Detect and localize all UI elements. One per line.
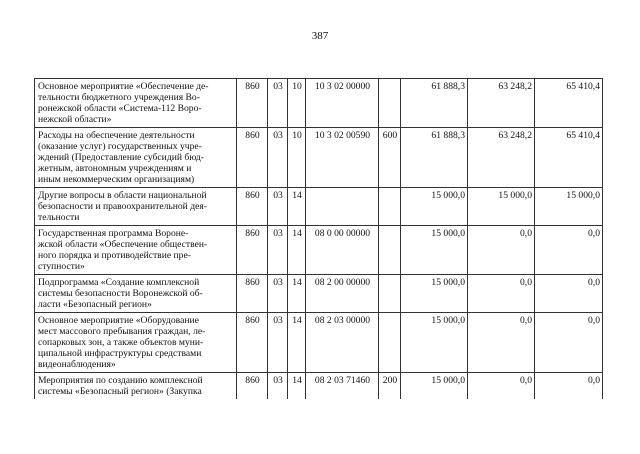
- description-line: Мероприятия по созданию комплексной: [38, 375, 203, 386]
- description-line: жетным, автономным учреждениям и: [38, 163, 192, 174]
- section-code-cell: 03: [268, 373, 288, 400]
- subsection-code-cell: 14: [288, 373, 306, 400]
- row-description: [35, 79, 237, 128]
- section-code-cell: 03: [268, 79, 288, 128]
- amount-year-1-cell: 15 000,0: [401, 275, 468, 313]
- subsection-code-cell: 14: [288, 313, 306, 373]
- description-line: видеонаблюдения»: [38, 359, 116, 370]
- expense-type-cell: 200: [379, 373, 401, 400]
- description-line: сопарковых зон, а также объектов муни-: [38, 337, 204, 348]
- table-row: [35, 128, 603, 188]
- expense-type-cell: [379, 226, 401, 275]
- description-line: ципальной инфраструктуры средствами: [38, 348, 202, 359]
- row-description: [35, 313, 237, 373]
- description-line: Подпрограмма «Создание комплексной: [38, 277, 200, 288]
- ministry-code-cell: 860: [237, 128, 268, 188]
- section-code-cell: 03: [268, 275, 288, 313]
- target-article-cell: 08 0 00 00000: [306, 226, 379, 275]
- section-code-cell: 03: [268, 313, 288, 373]
- description-line: мест массового пребывания граждан, ле-: [38, 326, 206, 337]
- description-line: Основное мероприятие «Оборудование: [38, 315, 199, 326]
- ministry-code-cell: 860: [237, 313, 268, 373]
- description-line: системы безопасности Воронежской об-: [38, 288, 203, 299]
- table-row: [35, 188, 603, 226]
- amount-year-1-cell: 15 000,0: [401, 373, 468, 400]
- description-line: Государственная программа Вороне-: [38, 228, 189, 239]
- table-row: [35, 313, 603, 373]
- ministry-code-cell: 860: [237, 275, 268, 313]
- amount-year-3-cell: 15 000,0: [535, 188, 603, 226]
- row-description: [35, 275, 237, 313]
- amount-year-3-cell: 0,0: [535, 226, 603, 275]
- amount-year-2-cell: 0,0: [468, 313, 535, 373]
- section-code-cell: 03: [268, 226, 288, 275]
- description-line: Расходы на обеспечение деятельности: [38, 130, 195, 141]
- budget-table: [34, 78, 603, 399]
- subsection-code-cell: 14: [288, 188, 306, 226]
- description-line: (оказание услуг) государственных учре-: [38, 141, 202, 152]
- amount-year-1-cell: 15 000,0: [401, 226, 468, 275]
- table-body: [35, 79, 603, 400]
- section-code-cell: 03: [268, 128, 288, 188]
- subsection-code-cell: 10: [288, 79, 306, 128]
- expense-type-cell: [379, 188, 401, 226]
- amount-year-2-cell: 15 000,0: [468, 188, 535, 226]
- row-description: [35, 128, 237, 188]
- ministry-code-cell: 860: [237, 373, 268, 400]
- target-article-cell: 08 2 03 00000: [306, 313, 379, 373]
- subsection-code-cell: 10: [288, 128, 306, 188]
- amount-year-2-cell: 0,0: [468, 226, 535, 275]
- target-article-cell: [306, 188, 379, 226]
- table-row: [35, 373, 603, 400]
- description-line: Основное мероприятие «Обеспечение де-: [38, 81, 209, 92]
- table-row: [35, 79, 603, 128]
- description-line: безопасности и правоохранительной дея-: [38, 201, 207, 212]
- description-line: системы «Безопасный регион» (Закупка: [38, 386, 202, 397]
- page-number: 387: [311, 30, 329, 42]
- expense-type-cell: 600: [379, 128, 401, 188]
- subsection-code-cell: 14: [288, 275, 306, 313]
- description-line: ного порядка и противодействие пре-: [38, 250, 191, 261]
- description-line: ждений (Предоставление субсидий бюд-: [38, 152, 204, 163]
- description-line: нежской области»: [38, 114, 112, 125]
- amount-year-3-cell: 0,0: [535, 275, 603, 313]
- target-article-cell: 08 2 03 71460: [306, 373, 379, 400]
- subsection-code-cell: 14: [288, 226, 306, 275]
- row-description: [35, 373, 237, 400]
- amount-year-3-cell: 65 410,4: [535, 79, 603, 128]
- amount-year-1-cell: 61 888,3: [401, 128, 468, 188]
- amount-year-2-cell: 0,0: [468, 373, 535, 400]
- description-line: ласти «Безопасный регион»: [38, 299, 152, 310]
- amount-year-1-cell: 61 888,3: [401, 79, 468, 128]
- amount-year-2-cell: 0,0: [468, 275, 535, 313]
- ministry-code-cell: 860: [237, 188, 268, 226]
- amount-year-3-cell: 0,0: [535, 373, 603, 400]
- ministry-code-cell: 860: [237, 79, 268, 128]
- target-article-cell: 08 2 00 00000: [306, 275, 379, 313]
- description-line: тельности: [38, 212, 80, 223]
- row-description: [35, 188, 237, 226]
- expense-type-cell: [379, 313, 401, 373]
- description-line: ступности»: [38, 261, 85, 272]
- expense-type-cell: [379, 79, 401, 128]
- description-line: ронежской области «Система-112 Воро-: [38, 103, 202, 114]
- amount-year-3-cell: 65 410,4: [535, 128, 603, 188]
- target-article-cell: 10 3 02 00000: [306, 79, 379, 128]
- amount-year-1-cell: 15 000,0: [401, 188, 468, 226]
- table-row: [35, 275, 603, 313]
- expense-type-cell: [379, 275, 401, 313]
- amount-year-3-cell: 0,0: [535, 313, 603, 373]
- table-row: [35, 226, 603, 275]
- description-line: Другие вопросы в области национальной: [38, 190, 207, 201]
- amount-year-1-cell: 15 000,0: [401, 313, 468, 373]
- row-description: [35, 226, 237, 275]
- amount-year-2-cell: 63 248,2: [468, 128, 535, 188]
- description-line: иным некоммерческим организациям): [38, 174, 195, 185]
- description-line: тельности бюджетного учреждения Во-: [38, 92, 200, 103]
- amount-year-2-cell: 63 248,2: [468, 79, 535, 128]
- ministry-code-cell: 860: [237, 226, 268, 275]
- target-article-cell: 10 3 02 00590: [306, 128, 379, 188]
- section-code-cell: 03: [268, 188, 288, 226]
- description-line: жской области «Обеспечение обществен-: [38, 239, 208, 250]
